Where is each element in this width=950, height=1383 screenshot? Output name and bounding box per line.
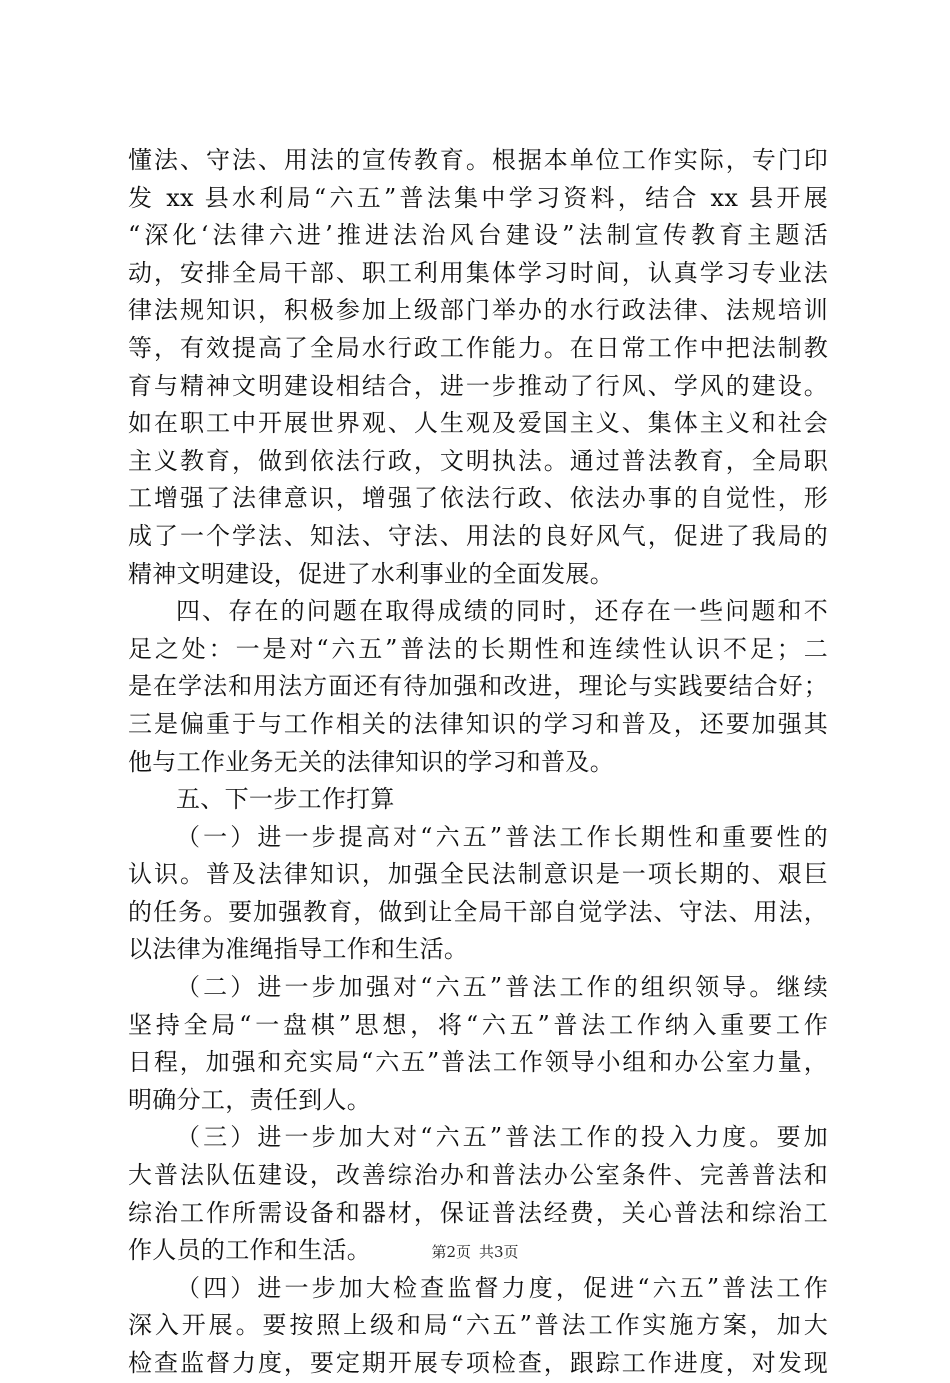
text-line: “深化‘法律六进’推进法治风台建设”法制宣传教育主题活 [128, 221, 828, 250]
text-line: 工增强了法律意识，增强了依法行政、依法办事的自觉性，形 [128, 484, 828, 513]
page-total: 共3页 [479, 1243, 519, 1261]
text-line: 育与精神文明建设相结合，进一步推动了行风、学风的建设。 [128, 371, 828, 400]
text-line: 的任务。要加强教育，做到让全局干部自觉学法、守法、用法， [128, 897, 828, 926]
text-line: 是在学法和用法方面还有待加强和改进，理论与实践要结合好； [128, 672, 828, 701]
text-line: 综治工作所需设备和器材，保证普法经费，关心普法和综治工 [128, 1198, 828, 1227]
text-line: 等，有效提高了全局水行政工作能力。在日常工作中把法制教 [128, 333, 828, 362]
text-line: 深入开展。要按照上级和局“六五”普法工作实施方案，加大 [128, 1311, 828, 1340]
text-line: 主义教育，做到依法行政，文明执法。通过普法教育，全局职 [128, 446, 828, 475]
text-line: 精神文明建设，促进了水利事业的全面发展。 [128, 559, 614, 588]
section-five-heading: 五、下一步工作打算 [176, 785, 395, 814]
text-line: 如在职工中开展世界观、人生观及爱国主义、集体主义和社会 [128, 409, 828, 438]
text-line: 动，安排全局干部、职工利用集体学习时间，认真学习专业法 [128, 258, 828, 287]
text-line: 律法规知识，积极参加上级部门举办的水行政法律、法规培训 [128, 296, 828, 325]
text-line: 明确分工，责任到人。 [128, 1085, 371, 1114]
text-line: 以法律为准绳指导工作和生活。 [128, 935, 469, 964]
item-two-first-line: （二）进一步加强对“六五”普法工作的组织领导。继续 [176, 973, 828, 1002]
text-line: 坚持全局“一盘棋”思想，将“六五”普法工作纳入重要工作 [128, 1010, 828, 1039]
text-line: 作人员的工作和生活。 [128, 1236, 371, 1265]
text-line: 他与工作业务无关的法律知识的学习和普及。 [128, 747, 614, 776]
document-body [128, 142, 828, 1383]
page-number: 第2页 [431, 1243, 471, 1261]
text-line: 三是偏重于与工作相关的法律知识的学习和普及，还要加强其 [128, 709, 828, 738]
text-line: 认识。普及法律知识，加强全民法制意识是一项长期的、艰巨 [128, 860, 828, 889]
text-line: 检查监督力度，要定期开展专项检查，跟踪工作进度，对发现 [128, 1349, 828, 1377]
item-three-first-line: （三）进一步加大对“六五”普法工作的投入力度。要加 [176, 1123, 828, 1152]
text-line: 发 xx 县水利局“六五”普法集中学习资料，结合 xx 县开展 [128, 183, 828, 212]
section-four-heading-line: 四、存在的问题在取得成绩的同时，还存在一些问题和不 [176, 597, 828, 626]
item-four-first-line: （四）进一步加大检查监督力度，促进“六五”普法工作 [176, 1273, 828, 1302]
text-line: 大普法队伍建设，改善综治办和普法办公室条件、完善普法和 [128, 1161, 828, 1190]
text-line: 成了一个学法、知法、守法、用法的良好风气，促进了我局的 [128, 521, 828, 550]
page-footer [0, 1242, 950, 1262]
text-line: 日程，加强和充实局“六五”普法工作领导小组和办公室力量， [128, 1048, 828, 1077]
text-line: 足之处：一是对“六五”普法的长期性和连续性认识不足；二 [128, 634, 828, 663]
text-line: 懂法、守法、用法的宣传教育。根据本单位工作实际，专门印 [128, 146, 828, 174]
item-one-first-line: （一）进一步提高对“六五”普法工作长期性和重要性的 [176, 822, 828, 851]
